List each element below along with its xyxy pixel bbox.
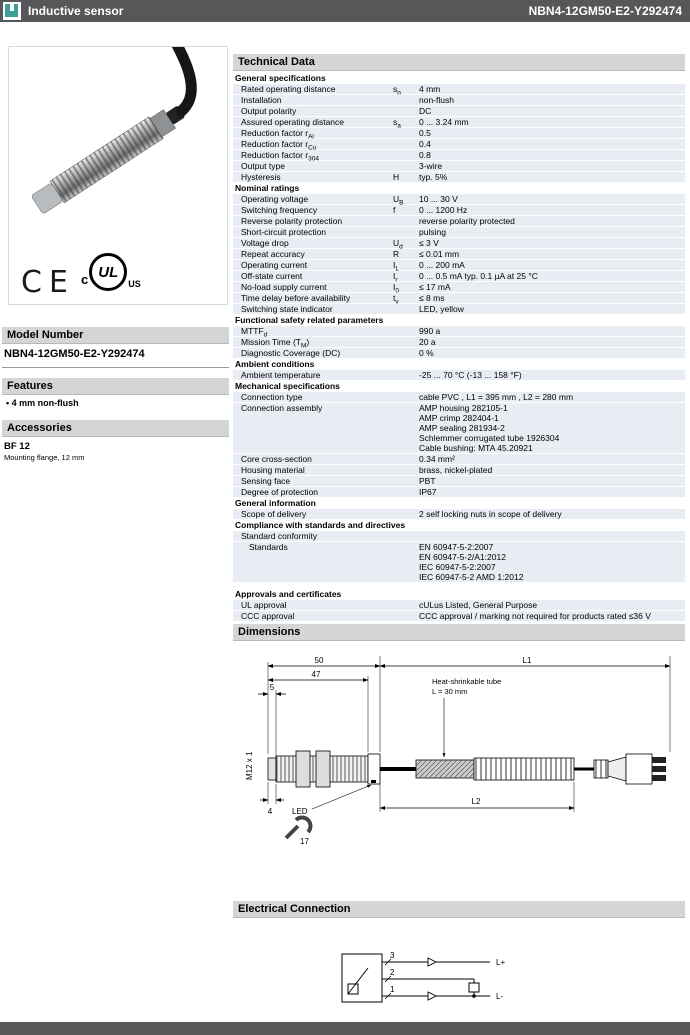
ul-us-label: US <box>128 279 141 289</box>
row-value: IP67 <box>419 487 437 497</box>
row-symbol <box>393 95 419 105</box>
table-row <box>233 337 685 350</box>
table-row <box>233 326 685 339</box>
sensor-collar <box>368 754 380 784</box>
row-symbol <box>393 531 419 541</box>
part-number-title: NBN4-12GM50-E2-Y292474 <box>528 4 682 18</box>
row-value: ≤ 3 V <box>419 238 439 248</box>
row-value: 2 self locking nuts in scope of delivery <box>419 509 562 519</box>
ce-mark: CE <box>21 265 75 300</box>
row-label: Installation <box>241 95 282 105</box>
row-value: non-flush <box>419 95 454 105</box>
row-label: Output polarity <box>241 106 297 116</box>
row-symbol <box>393 600 419 610</box>
section-header: General information <box>233 498 685 508</box>
row-label: UL approval <box>241 600 287 610</box>
current-arrow <box>428 992 436 1000</box>
row-value: 0 ... 200 mA <box>419 260 465 270</box>
row-symbol <box>393 509 419 519</box>
table-row <box>233 260 685 273</box>
section-header: Ambient conditions <box>233 359 685 369</box>
row-label: Switching frequency <box>241 205 318 215</box>
connector-flare <box>608 757 626 781</box>
top-header-bar <box>0 0 690 22</box>
row-label: Operating voltage <box>241 194 309 204</box>
row-label: Standards <box>249 542 288 552</box>
row-symbol <box>393 403 419 453</box>
row-symbol <box>393 139 419 149</box>
row-label: Core cross-section <box>241 454 312 464</box>
row-label: Housing material <box>241 465 305 475</box>
table-row <box>233 150 685 163</box>
sensor-face <box>268 758 276 780</box>
lock-nut <box>316 751 330 787</box>
load-symbol <box>469 983 479 992</box>
row-value: 10 ... 30 V <box>419 194 458 204</box>
row-value: cULus Listed, General Purpose <box>419 600 538 610</box>
row-label: Rated operating distance <box>241 84 336 94</box>
row-symbol: $s_n$ <box>393 84 401 97</box>
row-label: Diagnostic Coverage (DC) <box>241 348 341 358</box>
row-value: 20 a <box>419 337 436 347</box>
table-row <box>233 403 685 453</box>
row-symbol <box>393 454 419 464</box>
table-row <box>233 128 685 141</box>
row-label: Mission Time $(T_M)$ <box>241 337 310 350</box>
section-header: Compliance with standards and directives <box>233 520 685 530</box>
terminal-2-label: 2 <box>390 968 395 977</box>
row-symbol <box>393 216 419 226</box>
table-row <box>233 304 685 314</box>
sensor-symbol-box <box>342 954 382 1002</box>
product-photo <box>8 46 228 305</box>
table-row <box>233 370 685 380</box>
table-row <box>233 238 685 251</box>
row-label: Assured operating distance <box>241 117 345 127</box>
row-value: PBT <box>419 476 436 486</box>
row-value: pulsing <box>419 227 446 237</box>
electrical-connection-header: Electrical Connection <box>233 901 685 918</box>
thread-size-label: M12 x 1 <box>245 751 254 780</box>
table-row <box>233 95 685 105</box>
row-symbol <box>393 227 419 237</box>
dim-47-label: 47 <box>311 670 321 679</box>
table-row <box>233 348 685 358</box>
row-symbol <box>393 161 419 171</box>
row-value: 0.4 <box>419 139 431 149</box>
row-symbol: $U_d$ <box>393 238 403 251</box>
features-header: Features <box>2 378 229 395</box>
dim-5-label: 5 <box>269 683 275 692</box>
row-symbol <box>393 465 419 475</box>
footer-bar <box>0 1022 690 1035</box>
divider <box>2 367 229 368</box>
dimensions-drawing <box>240 652 680 890</box>
table-row <box>233 172 685 182</box>
wrench-icon <box>286 818 310 838</box>
table-row <box>233 611 685 621</box>
terminal-1-label: 1 <box>390 985 395 994</box>
connector-pin <box>652 775 666 781</box>
row-symbol <box>393 128 419 138</box>
row-value: reverse polarity protected <box>419 216 515 226</box>
row-symbol: $U_B$ <box>393 194 404 207</box>
wiring-diagram <box>328 938 538 1023</box>
model-number-header: Model Number <box>2 327 229 344</box>
row-symbol: H <box>393 172 400 182</box>
row-label: Sensing face <box>241 476 291 486</box>
row-value: cable PVC , L1 = 395 mm , L2 = 280 mm <box>419 392 574 402</box>
technical-data-table <box>233 73 685 622</box>
row-label: Operating current <box>241 260 308 270</box>
product-type-title: Inductive sensor <box>28 4 124 18</box>
table-row <box>233 465 685 475</box>
table-row <box>233 106 685 116</box>
row-value: 0 ... 0.5 mA typ. 0.1 µA at 25 °C <box>419 271 538 281</box>
row-value: ≤ 17 mA <box>419 282 451 292</box>
row-value: ≤ 0.01 mm <box>419 249 460 259</box>
table-row <box>233 139 685 152</box>
row-value: LED, yellow <box>419 304 464 314</box>
row-value <box>419 531 685 541</box>
row-symbol: R <box>393 249 400 259</box>
terminal-3-label: 3 <box>390 951 395 960</box>
table-row <box>233 454 685 464</box>
connector-housing <box>626 754 652 784</box>
table-row <box>233 392 685 402</box>
row-symbol <box>393 106 419 116</box>
led-label: LED <box>292 807 308 816</box>
current-arrow <box>428 958 436 966</box>
table-row <box>233 249 685 259</box>
row-label: Standard conformity <box>241 531 318 541</box>
row-value: 0 ... 3.24 mm <box>419 117 469 127</box>
lock-nut <box>296 751 310 787</box>
row-symbol <box>393 392 419 402</box>
row-label: Scope of delivery <box>241 509 307 519</box>
heat-tube-label-1: Heat-shrinkable tube <box>432 677 502 686</box>
row-symbol: f <box>393 205 396 215</box>
connector-pin <box>652 757 666 763</box>
row-symbol <box>393 542 419 582</box>
accessory-description: Mounting flange, 12 mm <box>4 453 85 462</box>
row-label: Reduction factor $r_{304}$ <box>241 150 319 163</box>
row-value: 0 ... 1200 Hz <box>419 205 468 215</box>
table-row <box>233 542 685 582</box>
table-row <box>233 84 685 97</box>
ul-mark <box>81 253 141 291</box>
row-label: Voltage drop <box>241 238 289 248</box>
row-label: Reduction factor $r_{Cu}$ <box>241 139 317 152</box>
led-indicator <box>371 780 376 783</box>
ul-logo-icon: UL <box>89 253 127 291</box>
row-value: AMP housing 282105-1 AMP crimp 282404-1 AMP sealing 281934-2 Schlemmer corrugated tube 1926304 Cable bushing: MTA 45.20921 <box>419 403 560 453</box>
table-row <box>233 600 685 610</box>
section-header: General specifications <box>233 73 685 83</box>
dimensions-header: Dimensions <box>233 624 685 641</box>
row-value: EN 60947-5-2:2007 EN 60947-5-2/A1:2012 IEC 60947-5-2:2007 IEC 60947-5-2 AMD 1:2012 <box>419 542 524 582</box>
row-symbol <box>393 487 419 497</box>
table-row <box>233 293 685 306</box>
row-symbol: $s_a$ <box>393 117 401 130</box>
row-symbol <box>393 150 419 160</box>
row-symbol <box>393 337 419 347</box>
row-value: typ. 5% <box>419 172 448 182</box>
row-value: 0.8 <box>419 150 431 160</box>
l-plus-label: L+ <box>496 958 506 967</box>
row-symbol: $I_L$ <box>393 260 399 273</box>
dim-50-label: 50 <box>314 656 324 665</box>
row-label: Repeat accuracy <box>241 249 305 259</box>
row-value: -25 ... 70 °C (-13 ... 158 °F) <box>419 370 522 380</box>
row-value: 990 a <box>419 326 441 336</box>
row-value: CCC approval / marking not required for products rated ≤36 V <box>419 611 651 621</box>
row-value: 4 mm <box>419 84 441 94</box>
row-symbol <box>393 304 419 314</box>
dim-4-label: 4 <box>267 807 273 816</box>
section-header: Approvals and certificates <box>233 589 685 599</box>
row-symbol: $t_v$ <box>393 293 399 306</box>
section-header: Mechanical specifications <box>233 381 685 391</box>
row-label: Off-state current <box>241 271 303 281</box>
row-label: $MTTF_d$ <box>241 326 268 339</box>
accessory-name: BF 12 <box>4 441 30 452</box>
table-row <box>233 216 685 226</box>
row-value: 0.34 mm² <box>419 454 455 464</box>
row-value: 0 % <box>419 348 434 358</box>
row-label: Connection type <box>241 392 303 402</box>
row-label: Reduction factor $r_{Al}$ <box>241 128 314 141</box>
section-header: Functional safety related parameters <box>233 315 685 325</box>
table-row <box>233 487 685 497</box>
row-symbol <box>393 370 419 380</box>
row-value: ≤ 8 ms <box>419 293 445 303</box>
row-symbol: $I_0$ <box>393 282 399 295</box>
row-value: DC <box>419 106 432 116</box>
wrench-size-label: 17 <box>300 837 309 846</box>
table-row <box>233 117 685 130</box>
row-label: Ambient temperature <box>241 370 321 380</box>
feature-item: • 4 mm non-flush <box>6 398 79 408</box>
table-row <box>233 476 685 486</box>
connector-pin <box>652 766 666 772</box>
technical-data-header: Technical Data <box>233 54 685 71</box>
row-value: brass, nickel-plated <box>419 465 493 475</box>
l-minus-label: L- <box>496 992 504 1001</box>
dim-l1-label: L1 <box>522 656 532 665</box>
accessories-header: Accessories <box>2 420 229 437</box>
table-row <box>233 194 685 207</box>
row-label: Switching state indicator <box>241 304 333 314</box>
row-symbol <box>393 611 419 621</box>
row-value: 3-wire <box>419 161 443 171</box>
section-header: Nominal ratings <box>233 183 685 193</box>
table-row <box>233 161 685 171</box>
row-label: CCC approval <box>241 611 295 621</box>
table-row <box>233 509 685 519</box>
dim-l2-label: L2 <box>471 797 481 806</box>
brand-logo-icon <box>3 2 21 20</box>
table-row <box>233 531 685 541</box>
row-symbol <box>393 326 419 336</box>
row-symbol <box>393 476 419 486</box>
row-label: Reverse polarity protection <box>241 216 343 226</box>
table-row <box>233 282 685 295</box>
table-row <box>233 205 685 215</box>
heat-tube-label-2: L = 30 mm <box>432 687 468 696</box>
row-label: Hysteresis <box>241 172 281 182</box>
row-label: No-load supply current <box>241 282 327 292</box>
row-symbol <box>393 348 419 358</box>
table-row <box>233 227 685 237</box>
sensor-photo-drawing <box>9 47 227 247</box>
row-label: Short-circuit protection <box>241 227 327 237</box>
model-number-value: NBN4-12GM50-E2-Y292474 <box>4 348 145 360</box>
row-value: 0.5 <box>419 128 431 138</box>
row-symbol: $I_r$ <box>393 271 398 284</box>
table-row <box>233 271 685 284</box>
row-label: Output type <box>241 161 285 171</box>
row-label: Degree of protection <box>241 487 319 497</box>
ul-c-label: c <box>81 272 89 287</box>
row-label: Connection assembly <box>241 403 323 413</box>
row-label: Time delay before availability <box>241 293 351 303</box>
